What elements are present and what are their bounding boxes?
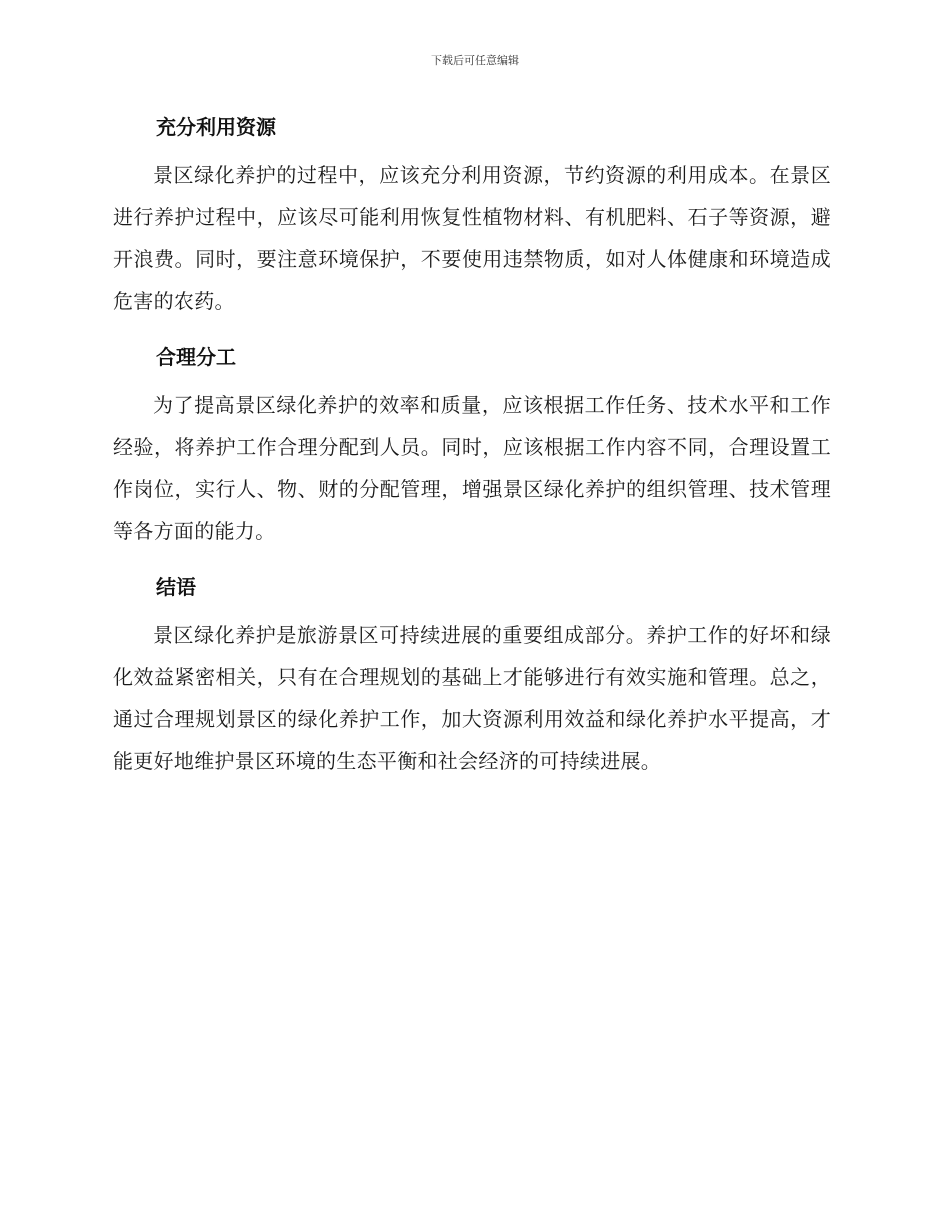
document-body (113, 108, 831, 798)
section-resource-utilization (113, 108, 831, 322)
section-division-of-labor (113, 338, 831, 552)
page-header: 下载后可任意编辑 (431, 54, 519, 67)
section-paragraph: 景区绿化养护的过程中，应该充分利用资源，节约资源的利用成本。在景区进行养护过程中，应该尽可能利用恢复性植物材料、有机肥料、石子等资源，避开浪费。同时，要注意环境保护，不要使用违禁物质，如对人体健康和环境造成危害的农药。 (113, 163, 831, 313)
section-heading: 结语 (156, 575, 196, 599)
section-paragraph: 为了提高景区绿化养护的效率和质量，应该根据工作任务、技术水平和工作经验，将养护工作合理分配到人员。同时，应该根据工作内容不同，合理设置工作岗位，实行人、物、财的分配管理，增强景区绿化养护的组织管理、技术管理等各方面的能力。 (113, 393, 831, 543)
section-heading: 合理分工 (156, 345, 236, 369)
section-paragraph: 景区绿化养护是旅游景区可持续进展的重要组成部分。养护工作的好坏和绿化效益紧密相关，只有在合理规划的基础上才能够进行有效实施和管理。总之，通过合理规划景区的绿化养护工作，加大资源利用效益和绿化养护水平提高，才能更好地维护景区环境的生态平衡和社会经济的可持续进展。 (113, 623, 831, 773)
section-conclusion (113, 568, 831, 782)
section-heading: 充分利用资源 (156, 115, 276, 139)
